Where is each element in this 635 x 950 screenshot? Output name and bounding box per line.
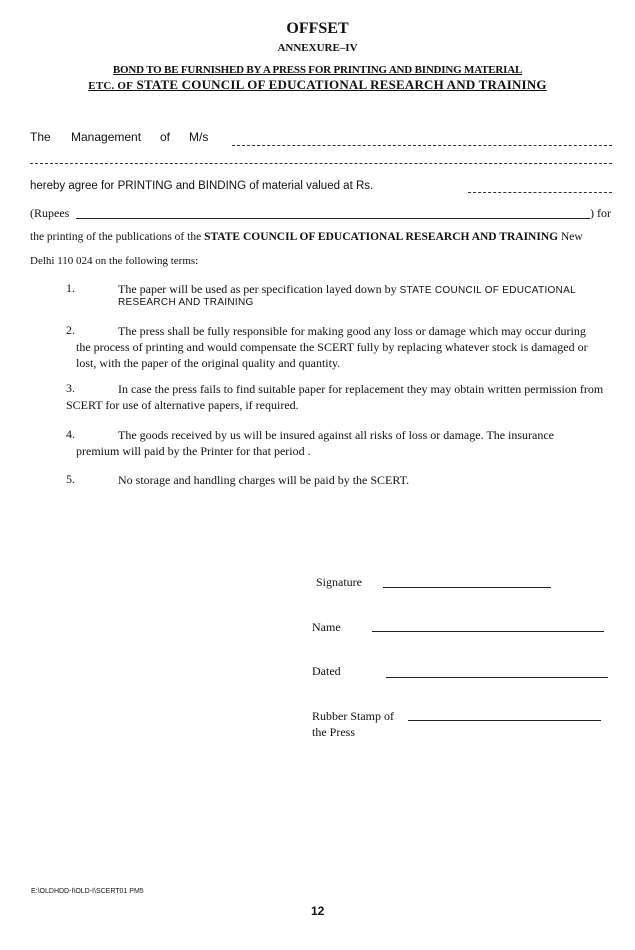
agree-text: hereby agree for PRINTING and BINDING of material valued at Rs. — [30, 180, 374, 192]
delhi-line: Delhi 110 024 on the following terms: — [30, 255, 199, 267]
company-name-field-continued[interactable] — [30, 163, 612, 164]
company-name-field[interactable] — [232, 145, 612, 146]
term-5-number: 5. — [66, 472, 75, 486]
term-2-line-3: lost, with the paper of the original quality and quantity. — [76, 356, 341, 370]
term-2-number: 2. — [66, 323, 75, 337]
org-heading-name: STATE COUNCIL OF EDUCATIONAL RESEARCH AND TRAINING — [136, 77, 547, 92]
value-rs-field[interactable] — [468, 192, 612, 193]
term-1-number: 1. — [66, 281, 75, 295]
term-3-line-2: SCERT for use of alternative papers, if required. — [66, 398, 299, 412]
file-reference: E:\OLDHDD-I\OLD-I\SCERT01 PM5 — [31, 888, 144, 895]
term-5-line-1: No storage and handling charges will be paid by the SCERT. — [118, 473, 410, 487]
term-2-line-1: The press shall be fully responsible for making good any loss or damage which may occur during — [118, 324, 586, 338]
term-1-body: The paper will be used as per specification layed down by — [118, 282, 397, 296]
org-heading-prefix: ETC. OF — [88, 80, 134, 92]
org-heading — [0, 77, 635, 93]
rupees-amount-field[interactable] — [76, 218, 590, 219]
term-4-line-2: premium will paid by the Printer for that period . — [76, 444, 311, 458]
rupees-close: ) for — [590, 206, 611, 220]
page-number: 12 — [311, 904, 325, 918]
printing-org: STATE COUNCIL OF EDUCATIONAL RESEARCH AND TRAINING — [204, 231, 559, 243]
signature-label: Signature — [316, 575, 362, 589]
word-of: of — [160, 130, 171, 144]
term-4-line-1: The goods received by us will be insured against all risks of loss or damage. The insurance — [118, 428, 555, 442]
printing-suffix: New — [560, 231, 583, 243]
printing-line — [30, 231, 583, 243]
name-field[interactable] — [372, 631, 604, 632]
rubber-stamp-label-2: the Press — [312, 725, 355, 739]
word-ms: M/s — [189, 130, 209, 144]
name-label: Name — [312, 620, 341, 634]
dated-label: Dated — [312, 664, 341, 678]
term-3-number: 3. — [66, 381, 75, 395]
rubber-stamp-label: Rubber Stamp of — [312, 709, 394, 723]
word-the: The — [30, 130, 51, 144]
dated-field[interactable] — [386, 677, 608, 678]
term-3-line-1: In case the press fails to find suitable paper for replacement they may obtain written permission from — [118, 382, 604, 396]
printing-prefix: the printing of the publications of the — [30, 231, 202, 243]
rupees-label: (Rupees — [30, 206, 70, 220]
signature-field[interactable] — [383, 587, 551, 588]
term-1-org-1: STATE COUNCIL OF EDUCATIONAL — [399, 285, 576, 296]
term-4-number: 4. — [66, 427, 75, 441]
annexure-label: ANNEXURE–IV — [277, 42, 358, 54]
rubber-stamp-field[interactable] — [408, 720, 601, 721]
bond-heading: BOND TO BE FURNISHED BY A PRESS FOR PRINTING AND BINDING MATERIAL — [112, 64, 523, 76]
term-1-org-2: RESEARCH AND TRAINING — [118, 297, 254, 308]
term-2-line-2: the process of printing and would compensate the SCERT fully by replacing whatever stock is damaged or — [76, 340, 588, 354]
document-title: OFFSET — [286, 20, 349, 37]
word-management: Management — [71, 130, 142, 144]
